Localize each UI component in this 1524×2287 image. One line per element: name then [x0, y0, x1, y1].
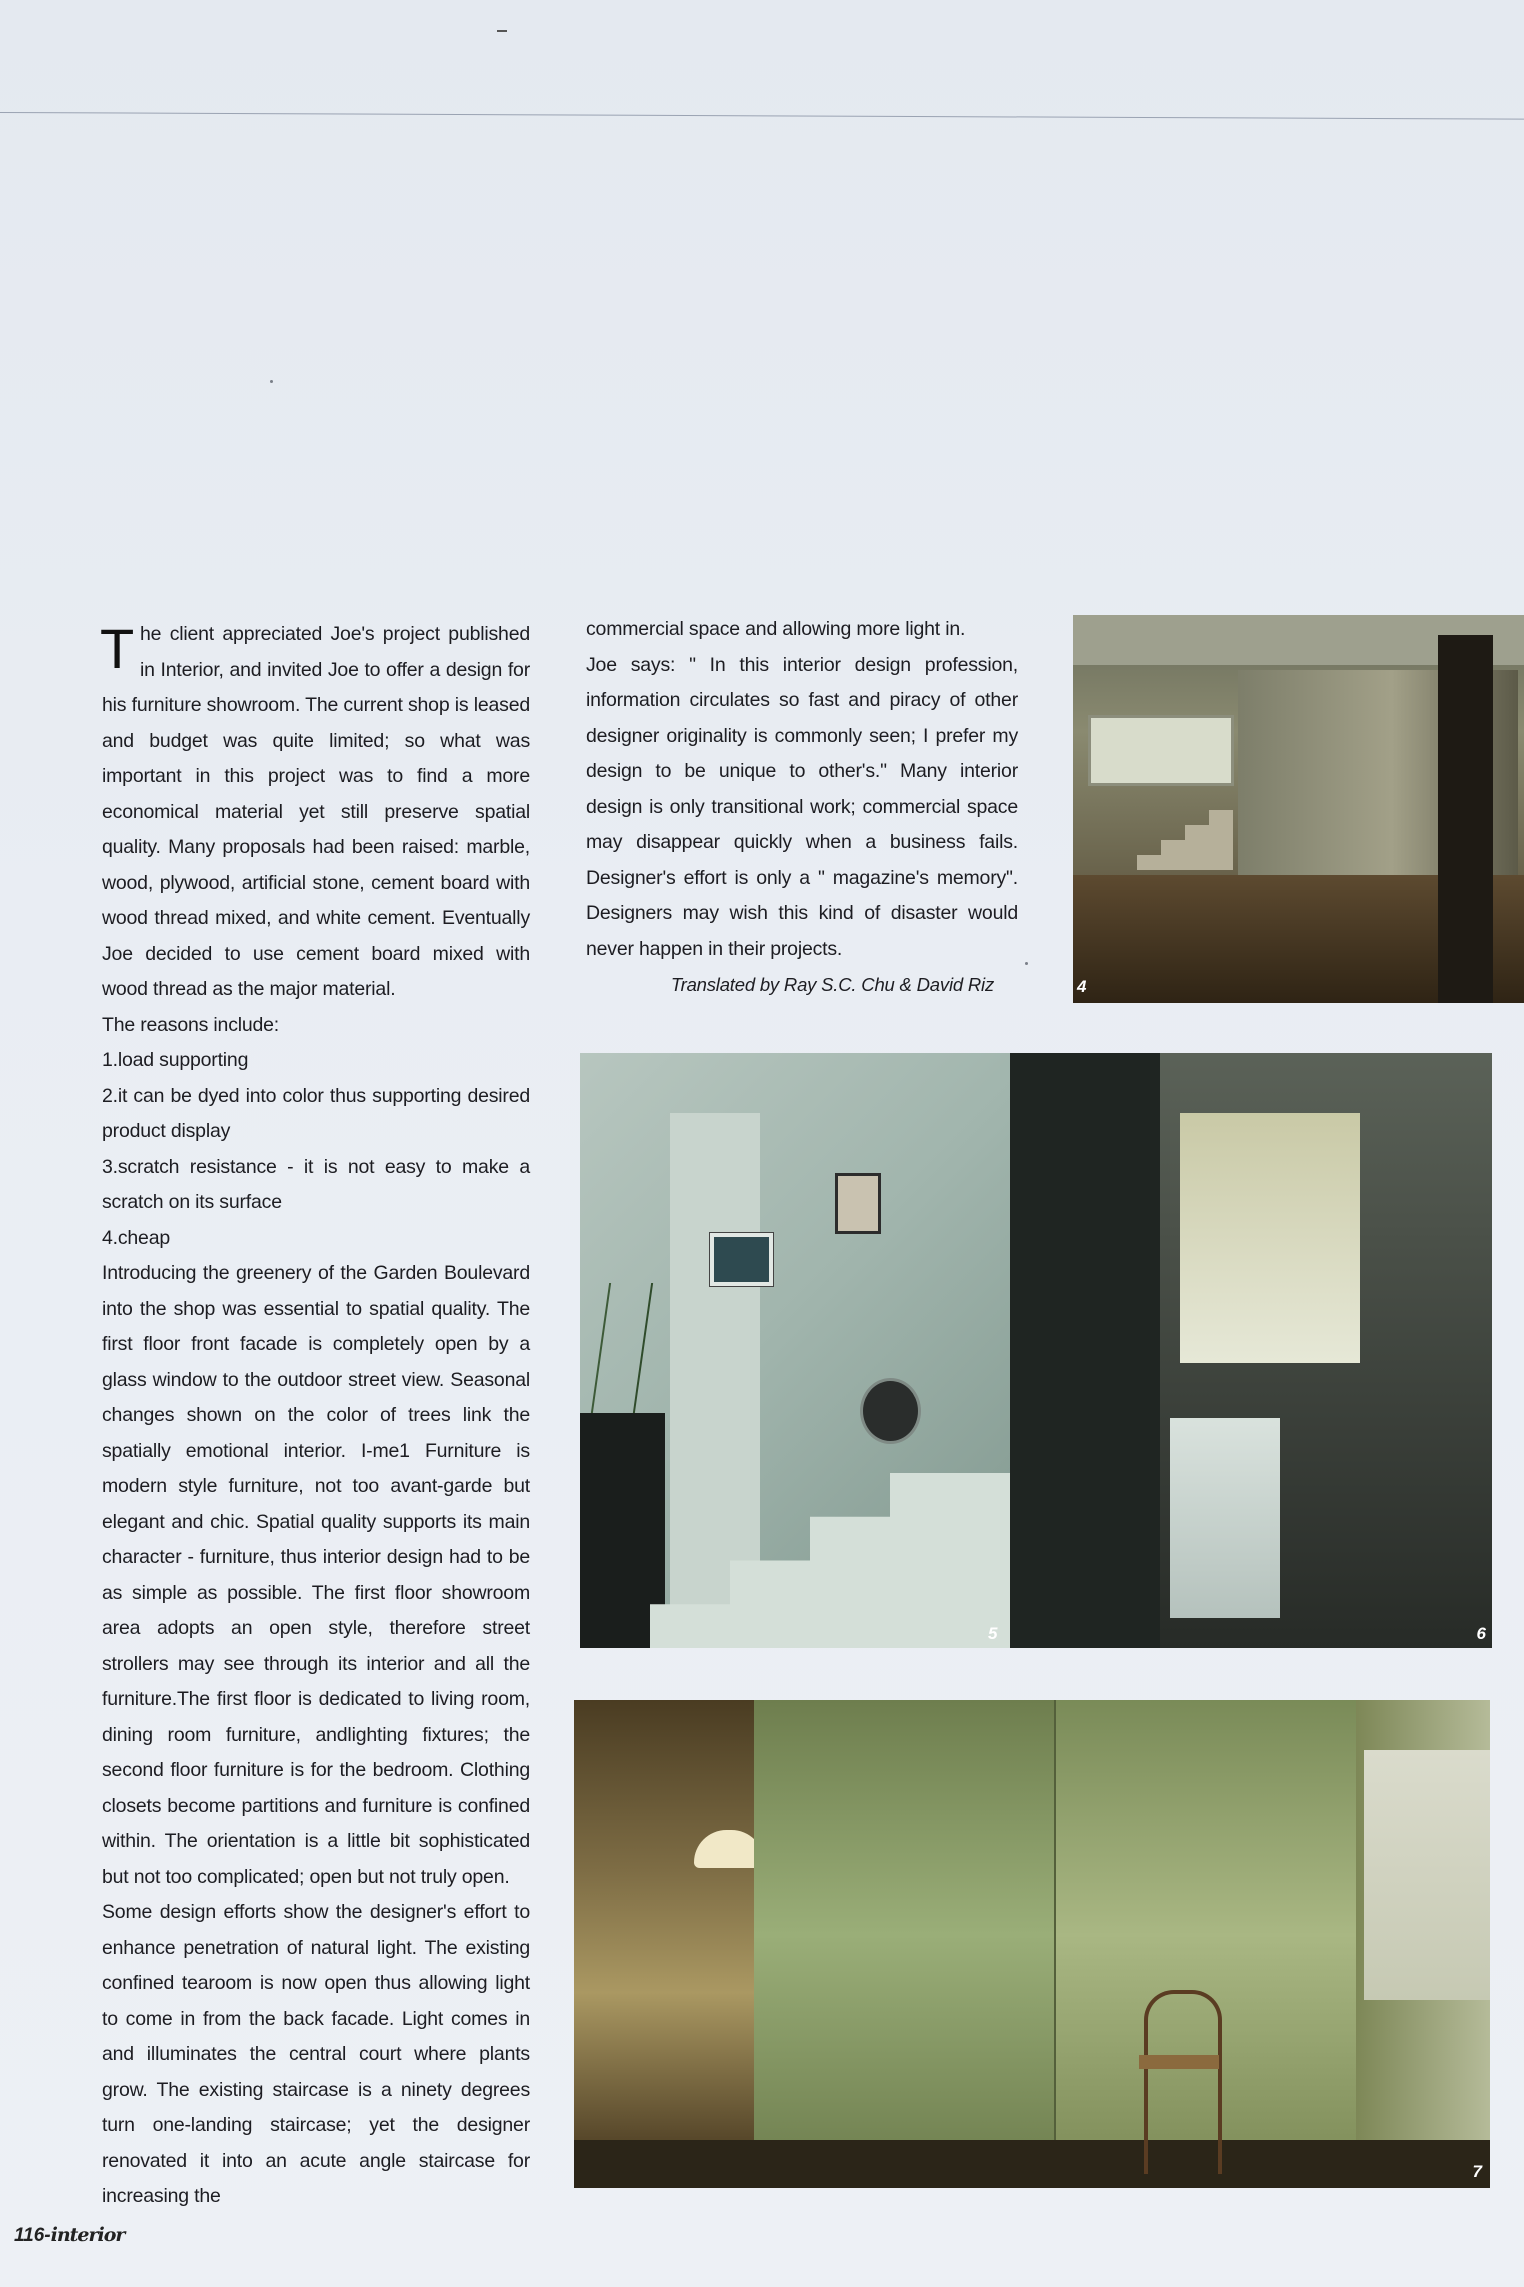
photo-4-showroom-stairs — [1073, 615, 1524, 1003]
photo-5-6-staircase — [580, 1053, 1492, 1648]
paragraph-intro — [102, 617, 530, 1008]
framed-picture — [835, 1173, 881, 1234]
article-column-1 — [102, 617, 530, 2215]
magazine-brand: interior — [50, 2224, 125, 2246]
photo-number: 5 — [988, 1624, 998, 1643]
reason-item: 1.load supporting — [102, 1049, 249, 1071]
electric-fan — [860, 1378, 921, 1444]
photo-7-room-with-chair — [574, 1700, 1490, 2188]
paragraph-intro-text: he client appreciated Joe's project published in Interior, and invited Joe to offer a design for his furniture showroom. The current shop is leased and budget was quite limited; so what was important in this project was to find a more economical material yet still preserve spatial quality. Many proposals had been raised: marble, wood, plywood, artificial stone, cement board with wood thread mixed, and white cement. Eventually Joe decided to use cement board mixed with wood thread as the major material. — [102, 623, 530, 1000]
photo-number: 4 — [1077, 977, 1087, 996]
paragraph-greenery: Introducing the greenery of the Garden Boulevard into the shop was essential to spatial quality. The first floor front facade is completely open by a glass window to the outdoor street view. Seasonal changes shown on the color of trees link the spatially emotional interior. I-me1 Furniture is modern style furniture, not too avant-garde but elegant and chic. Spatial quality supports its main character - furniture, thus interior design had to be as simple as possible. The first floor showroom area adopts an open style, therefore street strollers may see through its interior and all the furniture.The first floor is dedicated to living room, dining room furniture, andlighting fixtures; the second floor furniture is for the bedroom. Clothing closets become partitions and furniture is confined within. The orientation is a little bit sophisticated but not too complicated; open but not truly open. — [102, 1262, 530, 1888]
translator-credit: Translated by Ray S.C. Chu & David Riz — [670, 974, 994, 995]
photo-number: 6 — [1476, 1624, 1486, 1643]
framed-picture — [710, 1233, 773, 1286]
speck — [270, 380, 273, 383]
chair — [1144, 1990, 1222, 2174]
print-mark — [497, 30, 507, 32]
paragraph-continuation: commercial space and allowing more light in. — [586, 618, 966, 640]
reasons-intro: The reasons include: — [102, 1013, 280, 1036]
drop-cap: T — [100, 617, 135, 680]
photo-number: 7 — [1472, 2162, 1482, 2181]
reason-item: 2.it can be dyed into color thus supporting desired product display — [102, 1084, 530, 1142]
article-column-2 — [586, 612, 1018, 1003]
top-rule — [0, 112, 1524, 120]
page-footer — [14, 2224, 124, 2247]
paragraph-quote: Joe says: " In this interior design profession, information circulates so fast and piracy of other designer originality is commonly seen; I prefer my design to be unique to other's." Many interior design is only transitional work; commercial space may disappear quickly when a business fails. Designer's effort is only a " magazine's memory". Designers may wish this kind of disaster would never happen in their projects. — [586, 653, 1018, 960]
reason-item: 4.cheap — [102, 1226, 170, 1249]
reason-item: 3.scratch resistance - it is not easy to make a scratch on its surface — [102, 1155, 530, 1213]
speck — [1025, 962, 1028, 965]
page-number: 116- — [14, 2225, 51, 2246]
paragraph-light: Some design efforts show the designer's effort to enhance penetration of natural light. The existing confined tearoom is now open thus allowing light to come in from the back facade. Light comes in and illuminates the central court where plants grow. The existing staircase is a ninety degrees turn one-landing staircase; yet the designer renovated it into an acute angle staircase for increasing the — [102, 1901, 530, 2207]
